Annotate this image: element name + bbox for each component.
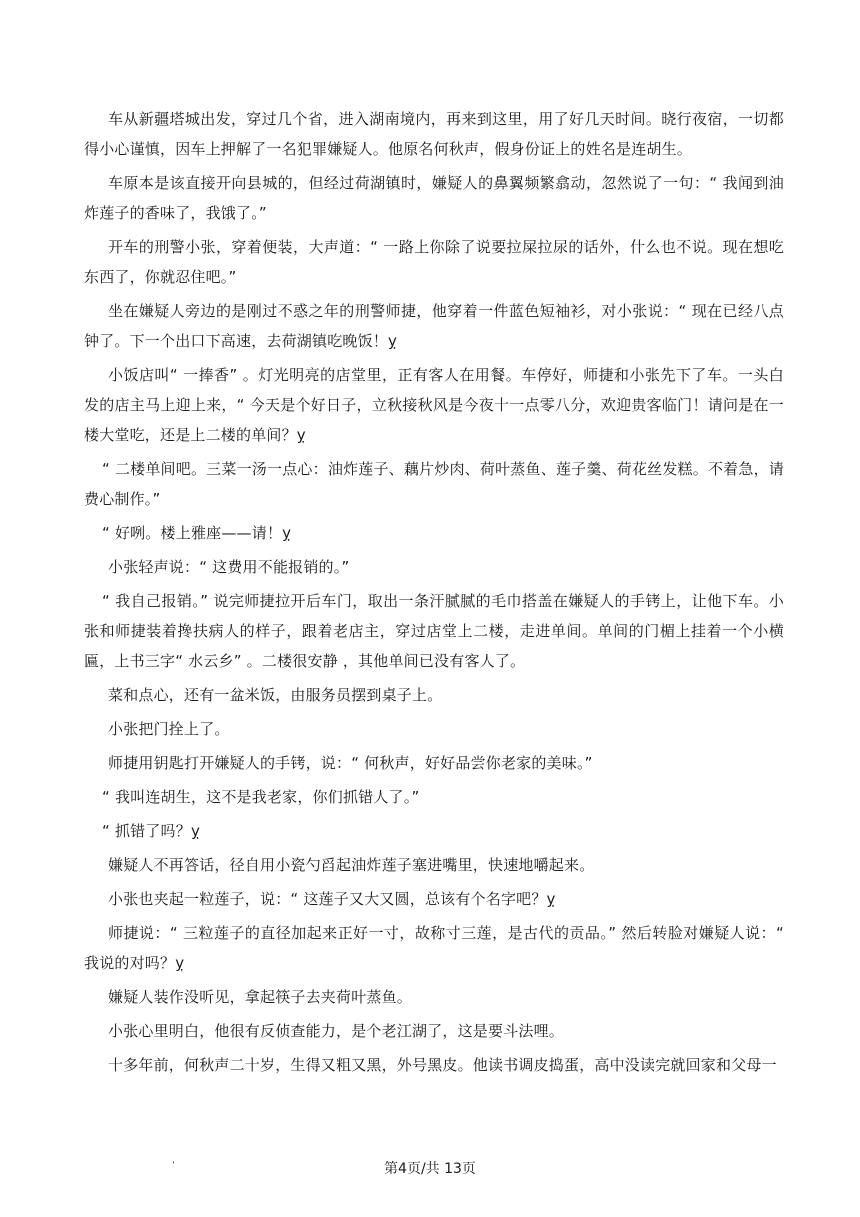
- paragraph: “ 我叫连胡生，这不是我老家，你们抓错人了。”: [102, 788, 420, 806]
- article-body: [84, 104, 784, 1080]
- paragraph: 车原本是该直接开向县城的，但经过荷湖镇时，嫌疑人的鼻翼频繁翕动，忽然说了一句：“ 我闻到油炸莲子的香味了，我饿了。”: [84, 174, 784, 222]
- paragraph: 坐在嫌疑人旁边的是刚过不惑之年的刑警师捷，他穿着一件蓝色短袖衫，对小张说：“ 现在已经八点钟了。下一个出口下高速，去荷湖镇吃晚饭！ỵ: [84, 302, 784, 350]
- paragraph: 开车的刑警小张，穿着便装，大声道：“ 一路上你除了说要拉屎拉尿的话外，什么也不说。现在想吃东西了，你就忍住吧。”: [84, 238, 784, 286]
- paragraph: “ 我自己报销。” 说完师捷拉开后车门，取出一条汗腻腻的毛巾搭盖在嫌疑人的手铐上，让他下车。小张和师捷装着搀扶病人的样子，跟着老店主，穿过店堂上二楼，走进单间。单间的门楣上挂着一个小横匾，上书三字“ 水云乡” 。二楼很安静 ，其他单间已没有客人了。: [84, 592, 784, 670]
- paragraph: 车从新疆塔城出发，穿过几个省，进入湖南境内，再来到这里，用了好几天时间。晓行夜宿，一切都得小心谨慎，因车上押解了一名犯罪嫌疑人。他原名何秋声，假身份证上的姓名是连胡生。: [84, 110, 784, 158]
- paragraph: 师捷用钥匙打开嫌疑人的手铐，说：“ 何秋声，好好品尝你老家的美味。”: [108, 754, 593, 772]
- paragraph: 小饭店叫“ 一捧香” 。灯光明亮的店堂里，正有客人在用餐。车停好，师捷和小张先下了车。一头白发的店主马上迎上来，“ 今天是个好日子，立秋接秋风是今夜十一点零八分，欢迎贵客临门！请问是在一楼大堂吃，还是上二楼的单间？ỵ: [84, 366, 784, 444]
- paragraph: “ 好咧。楼上雅座——请！ỵ: [102, 524, 292, 542]
- paragraph: 小张心里明白，他很有反侦查能力，是个老江湖了，这是要斗法哩。: [108, 1022, 565, 1040]
- paragraph: 菜和点心，还有一盆米饭，由服务员摆到桌子上。: [108, 686, 443, 704]
- paragraph: 嫌疑人不再答话，径自用小瓷勺舀起油炸莲子塞进嘴里，快速地嚼起来。: [108, 856, 595, 874]
- footer-mark: ': [172, 1160, 175, 1171]
- paragraph: 十多年前，何秋声二十岁，生得又粗又黑，外号黑皮。他读书调皮捣蛋，高中没读完就回家和父母一: [108, 1056, 777, 1074]
- paragraph: “ 二楼单间吧。三菜一汤一点心：油炸莲子、藕片炒肉、荷叶蒸鱼、莲子羹、荷花丝发糕。不着急，请费心制作。”: [84, 460, 784, 508]
- paragraph: 嫌疑人装作没听见，拿起筷子去夹荷叶蒸鱼。: [108, 988, 413, 1006]
- paragraph: 小张把门拴上了。: [108, 720, 230, 738]
- paragraph: “ 抓错了吗？ỵ: [102, 822, 201, 840]
- paragraph: 小张轻声说：“ 这费用不能报销的。”: [108, 558, 350, 576]
- paragraph: 小张也夹起一粒莲子，说：“ 这莲子又大又圆，总该有个名字吧？ỵ: [108, 890, 556, 908]
- paragraph: 师捷说：“ 三粒莲子的直径加起来正好一寸，故称寸三莲，是古代的贡品。” 然后转脸对嫌疑人说：“ 我说的对吗？ỵ: [84, 924, 784, 972]
- page-number: 第4页/共 13页: [384, 1161, 476, 1177]
